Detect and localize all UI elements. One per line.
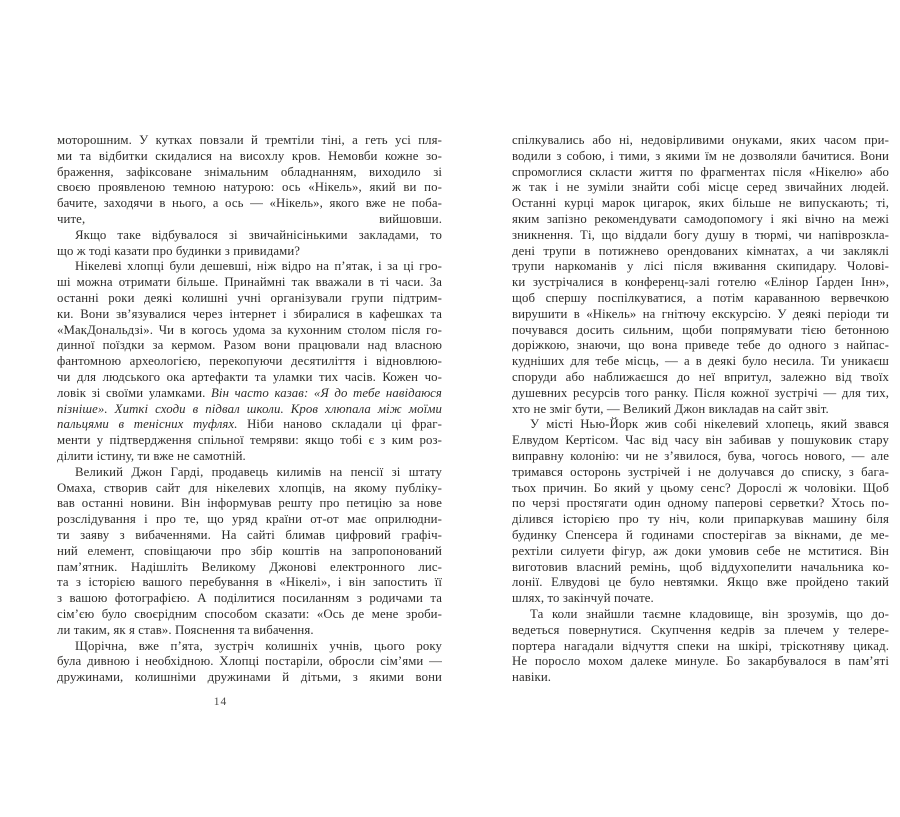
text-line: доріжкою, знаючи, що вона приведе тебе до одного з найпас-: [512, 338, 889, 353]
text-line: розслідування і про те, що уряд країни от-от має оприлюдни-: [57, 512, 442, 527]
text-line: портера нагадали відчуття спеки на шкірі, тріскотняву цикад.: [512, 638, 889, 653]
text-line: навіки.: [512, 670, 552, 685]
text-line: Нікелеві хлопці були дешевші, ніж відро на п’ятак, і за ці гро-: [75, 259, 442, 274]
text-line: Елвудом Кертісом. Час від часу він забивав у пошуковик стару: [512, 433, 889, 448]
text-line: шлях, то закінчуй почате.: [512, 591, 654, 606]
text-line: рехтіли силуети фігур, аж доки умовив себе не мститися. Він: [512, 543, 889, 558]
paragraph: [57, 133, 442, 228]
text-line: щоб спершу поспілкуватися, а потім караванною вервечкою: [512, 290, 889, 305]
text-line: Якщо таке відбувалося зі звичайнісінькими закладами, то: [75, 227, 442, 242]
text-line: ділити істину, ти вже не самотній.: [57, 448, 246, 463]
text-line: споруди або наближаєшся до неї впритул, залежно від твоїх: [512, 369, 889, 384]
text-line: фантомною археологією, перекопуючи десятиліття і відновлюю-: [57, 354, 442, 369]
text-line: чите, вийшовши.: [57, 211, 442, 226]
paragraph: [57, 465, 442, 639]
text-line: останні роки деякі колишні учні організували групи підтрим-: [57, 290, 442, 305]
text-line: менти у підтвердження спільної темряви: якщо тобі є з ким роз-: [57, 433, 442, 448]
text-line: ки. Вони зв’язувалися через інтернет і збиралися в кафешках та: [57, 306, 442, 321]
text-line: вирушити в «Нікель» на гнітючу екскурсію. У деякі періоди ти: [512, 306, 889, 321]
text-line: ж так і не зуміли знайти собі місце серед звичайних людей.: [512, 180, 889, 195]
text-line: вав останні новини. Він інформував решту про петицію за нове: [57, 496, 442, 511]
text-line: виготовив власний ремінь, щоб віддухопелити начальника ко-: [512, 559, 889, 574]
text-line: У місті Нью-Йорк жив собі нікелевий хлопець, який звався: [530, 417, 889, 432]
paragraph: [57, 639, 442, 686]
paragraph: [512, 607, 889, 686]
text-line: пізніше». Хиткі сходи в підвал школи. Кров хлюпала між моїми: [57, 401, 442, 416]
text-line: лонії. Елвудові це було невтямки. Якщо вже пройдено такий: [512, 575, 889, 590]
text-line: браження, зафіксоване знімальним обладнанням, виходило зі: [57, 164, 442, 179]
text-line: ний елемент, сповіщаючи про збір коштів на запропонований: [57, 543, 442, 558]
text-line: виправну колонію: чи не з’явилося, бува, чогось нового, — але: [512, 448, 889, 463]
text-line: пам’ятник. Надішліть Великому Джонові електронного лис-: [57, 559, 442, 574]
text-line: «МакДональдзі». Чи в когось удома за кухонним столом після го-: [57, 322, 442, 337]
text-line: ки зустрічалися в конференц-залі готелю «Елінор Ґарден Інн»,: [512, 275, 889, 290]
page-number: 14: [213, 696, 228, 708]
text-line: спілкувались або ні, недовірливими онуками, яких часом при-: [512, 133, 889, 147]
text-line: трупи наркоманів у лісі після вживання скипидару. Чолові-: [512, 259, 889, 274]
text-line: моторошним. У кутках повзали й тремтіли тіні, а геть усі пля-: [57, 133, 442, 147]
text-line: Останні курці марок цигарок, яких більше не випускають; ті,: [512, 196, 889, 211]
text-line: душевних ресурсів того ранку. Після кожної зустрічі — для тих,: [512, 385, 889, 400]
text-line: хто не зміг бути, — Великий Джон викладав на сайт звіт.: [512, 401, 829, 416]
text-line: ловік зі своїми уламками. Він часто казав: «Я до тебе навідаюся: [57, 385, 442, 400]
text-line: будинку Спенсера й годинами спостерігав за вікнами, де ме-: [512, 527, 889, 542]
text-line: пальцями в тенісних туфлях. Ніби наново складали ці фраг-: [57, 417, 442, 432]
right-page-text-column: [512, 133, 889, 686]
text-line: водили з собою, і тими, з якими їм не дозволяли бачитися. Вони: [512, 148, 889, 163]
text-line: дені трупи в потижнево орендованих кімнатах, а чи закляклі: [512, 243, 889, 258]
text-line: бачите, заходячи в нього, а ось — «Нікель», якого вже не поба-: [57, 196, 442, 211]
text-line: та з історією вашого перебування в «Нікелі», і він запостить її: [57, 575, 442, 590]
text-line: Та коли знайшли таємне кладовище, він зрозумів, що до-: [530, 606, 889, 621]
text-line: ми та відбитки скидалися на висохлу кров. Немовби кожне зо-: [57, 148, 442, 163]
text-line: була дивною і необхідною. Хлопці постаріли, обросли сім’ями —: [57, 654, 442, 669]
text-line: кудніших для тебе місць, — а в деякі було несила. Ти уникаєш: [512, 354, 889, 369]
text-line: своєю проявленою темною натурою: ось «Нікель», який ви по-: [57, 180, 442, 195]
paragraph: [512, 417, 889, 607]
text-line: ділився історією про ту ніч, коли припаркував машину біля: [512, 512, 889, 527]
text-line: по черзі простягати один одному паперові серветки? Хтось по-: [512, 496, 889, 511]
text-line: Великий Джон Гарді, продавець килимів на пенсії зі штату: [75, 464, 442, 479]
text-line: дружинами, колишніми дружинами й дітьми, з якими вони: [57, 670, 442, 685]
text-line: зникнення. Ті, що віддали богу душу в тюрмі, чи напіврозкла-: [512, 227, 889, 242]
text-line: чи для людського ока артефакти та уламки тих часів. Кожен чо-: [57, 369, 442, 384]
paragraph: [57, 259, 442, 464]
left-page-text-column: [57, 133, 442, 686]
text-line: спромоглися скласти життя по фрагментах після «Нікелю» або: [512, 164, 889, 179]
text-line: Омаха, створив сайт для нікелевих хлопців, на якому публіку-: [57, 480, 442, 495]
text-line: яким запізно рекомендувати самодопомогу і які вічно на межі: [512, 211, 889, 226]
text-line: що ж тоді казати про будинки з привидами?: [57, 243, 301, 258]
text-line: ли таким, як я став». Пояснення та вибачення.: [57, 622, 314, 637]
text-line: ші можна отримати більше. Принаймні так вважали в ті часи. За: [57, 275, 442, 290]
text-line: з вашою фотографією. А поділитися посиланням з родичами та: [57, 591, 442, 606]
text-line: сім’єю було своєрідним способом сказати: «Ось де мене зроби-: [57, 606, 442, 621]
text-line: тьох причин. Бо який у цьому сенс? Дорослі ж чоловіки. Щоб: [512, 480, 889, 495]
paragraph: [57, 228, 442, 260]
text-line: тримався осторонь зустрічей і не долучався до списку, з бага-: [512, 464, 889, 479]
text-line: ти заяву з вибаченнями. На сайті блимав цифровий графіч-: [57, 527, 442, 542]
paragraph: [512, 133, 889, 417]
text-line: почувався досить сильним, щоби попрямувати тією бетонною: [512, 322, 889, 337]
text-line: ведеться повернутися. Скупчення кедрів за плечем у телере-: [512, 622, 889, 637]
text-line: Щорічна, вже п’ята, зустріч колишніх учнів, цього року: [75, 638, 442, 653]
text-line: динної поїздки за кермом. Разом вони працювали над власною: [57, 338, 442, 353]
text-line: Не поросло мохом далеке минуле. Бо закарбувалося в пам’яті: [512, 654, 889, 669]
